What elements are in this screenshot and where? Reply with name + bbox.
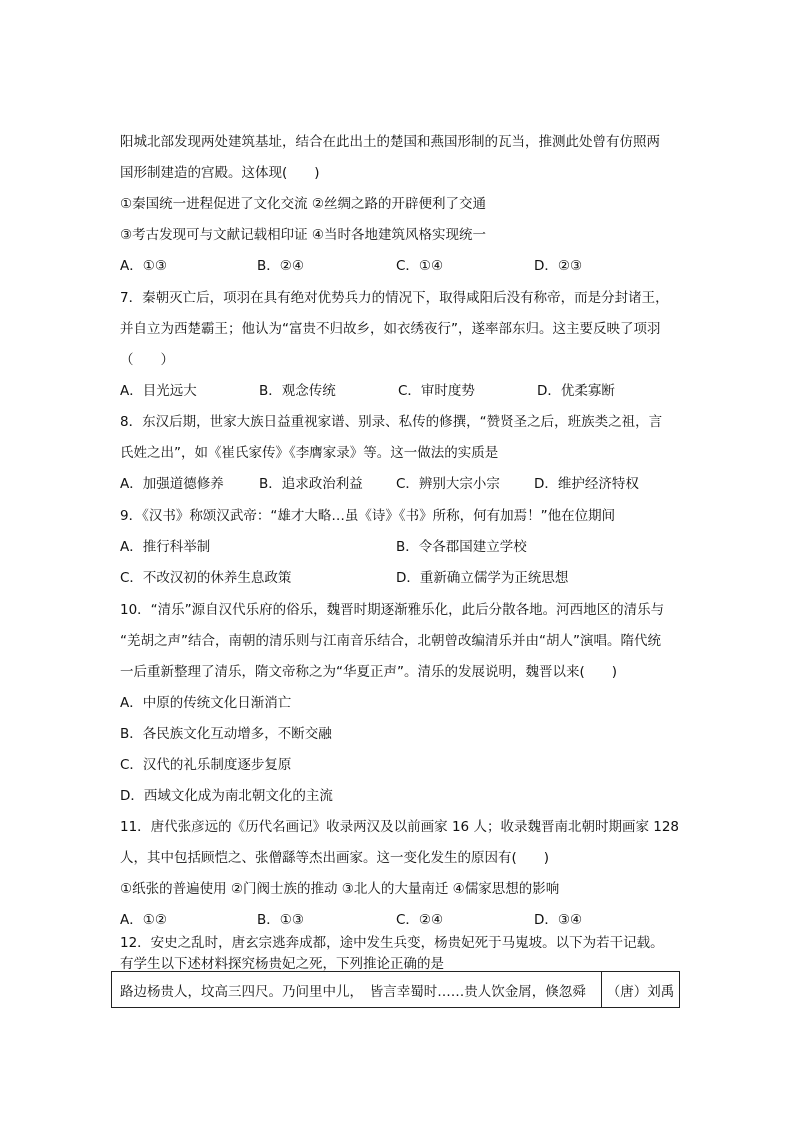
q10-text-line1: 10．“清乐”源自汉代乐府的俗乐，魏晋时期逐渐雅乐化，此后分散各地。河西地区的清乐与 [120,602,665,618]
q10-option-d[interactable]: D．西域文化成为南北朝文化的主流 [120,788,333,804]
q6-option-b[interactable]: B．②④ [257,258,304,274]
q7-option-b[interactable]: B．观念传统 [259,383,336,399]
q7-text-line3: （ ） [120,352,174,368]
q10-option-c[interactable]: C．汉代的礼乐制度逐步复原 [120,757,292,773]
q6-statements-2: ③考古发现可与文献记载相印证 ④当时各地建筑风格实现统一 [120,227,486,243]
q8-option-a[interactable]: A．加强道德修养 [120,476,224,492]
q9-option-d[interactable]: D．重新确立儒学为正统思想 [396,570,569,586]
q8-text-line1: 8．东汉后期，世家大族日益重视家谱、别录、私传的修撰，“赞贤圣之后，班族类之祖，言 [120,414,663,430]
q12-text-line1: 12．安史之乱时，唐玄宗逃奔成都，途中发生兵变，杨贵妃死于马嵬坡。以下为若干记载。 [120,935,664,951]
q6-text-line2: 国形制建造的宫殿。这体现( ) [120,165,320,181]
q9-option-b[interactable]: B．令各郡国建立学校 [396,539,527,555]
q10-option-a[interactable]: A．中原的传统文化日渐消亡 [120,695,292,711]
q11-option-c[interactable]: C．②④ [396,912,444,928]
q8-text-line2: 氏姓之出”，如《崔氏家传》《李膺家录》等。这一做法的实质是 [120,445,499,461]
q10-text-line2: “羌胡之声”结合，南朝的清乐则与江南音乐结合，北朝曾改编清乐并由“胡人”演唱。隋代统 [120,633,661,649]
q11-text-line1: 11．唐代张彦远的《历代名画记》收录两汉及以前画家 16 人；收录魏晋南北朝时期画家 128 [120,819,679,835]
q8-option-c[interactable]: C．辨别大宗小宗 [396,476,500,492]
q9-text-line1: 9．《汉书》称颂汉武帝：“雄才大略…虽《诗》《书》所称，何有加焉！”他在位期间 [120,508,616,524]
q11-option-d[interactable]: D．③④ [534,912,583,928]
q10-option-b[interactable]: B．各民族文化互动增多，不断交融 [120,726,332,742]
q8-option-b[interactable]: B．追求政治利益 [259,476,363,492]
q12-text-line2: 有学生以下述材料探究杨贵妃之死，下列推论正确的是 [120,956,444,972]
q6-option-a[interactable]: A．①③ [120,258,167,274]
q6-option-d[interactable]: D．②③ [534,258,583,274]
q12-table-quote: 路边杨贵人，坟高三四尺。乃问里中儿， 皆言幸蜀时……贵人饮金屑，倏忽舜 [120,983,586,1000]
q9-option-a[interactable]: A．推行科举制 [120,539,211,555]
q11-option-a[interactable]: A．①② [120,912,167,928]
q7-text-line1: 7．秦朝灭亡后，项羽在具有绝对优势兵力的情况下，取得咸阳后没有称帝，而是分封诸王， [120,290,669,306]
q7-option-d[interactable]: D．优柔寡断 [537,383,615,399]
q11-option-b[interactable]: B．①③ [257,912,304,928]
q11-text-line2: 人，其中包括顾恺之、张僧繇等杰出画家。这一变化发生的原因有( ) [120,850,550,866]
q12-source-table [111,971,680,1008]
q11-statements: ①纸张的普遍使用 ②门阀士族的推动 ③北人的大量南迁 ④儒家思想的影响 [120,881,560,897]
q10-text-line3: 一后重新整理了清乐，隋文帝称之为“华夏正声”。清乐的发展说明，魏晋以来( ) [120,664,618,680]
q8-option-d[interactable]: D．维护经济特权 [534,476,639,492]
q7-option-a[interactable]: A．目光远大 [120,383,197,399]
q12-table-source: （唐）刘禹 [601,972,679,1007]
q6-text-line1: 阳城北部发现两处建筑基址，结合在此出土的楚国和燕国形制的瓦当，推测此处曾有仿照两 [120,134,660,150]
q7-option-c[interactable]: C．审时度势 [398,383,475,399]
q6-statements-1: ①秦国统一进程促进了文化交流 ②丝绸之路的开辟便利了交通 [120,196,486,212]
q7-text-line2: 并自立为西楚霸王；他认为“富贵不归故乡，如衣绣夜行”，遂率部东归。这主要反映了项羽 [120,321,661,337]
q6-option-c[interactable]: C．①④ [396,258,444,274]
q9-option-c[interactable]: C．不改汉初的休养生息政策 [120,570,292,586]
